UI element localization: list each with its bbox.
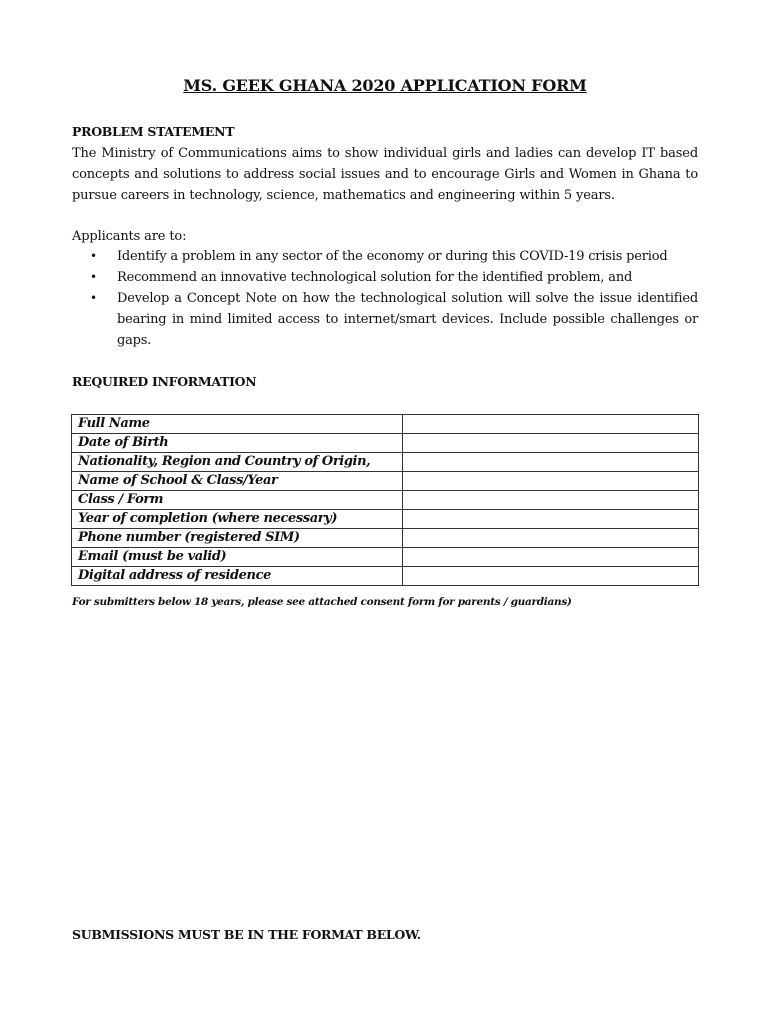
field-value-phone[interactable] [403,529,699,548]
table-row [72,567,699,586]
problem-statement-body: The Ministry of Communications aims to show individual girls and ladies can develop IT based concepts and solutions to address social issues and to encourage Girls and Women in Ghana to pursue careers in technology, science, mathematics and engineering within 5 years. [72,146,698,203]
field-value-school[interactable] [403,472,699,491]
table-row [72,510,699,529]
field-label-school: Name of School & Class/Year [72,472,403,491]
list-item-text: Recommend an innovative technological solution for the identified problem, and [117,270,633,285]
field-label-digital-address: Digital address of residence [72,567,403,586]
field-value-date-of-birth[interactable] [403,434,699,453]
required-info-heading: REQUIRED INFORMATION [72,374,257,389]
bullet-icon: • [90,291,97,305]
list-item [72,246,698,267]
field-value-full-name[interactable] [403,415,699,434]
applicants-list [72,246,698,351]
page-title: MS. GEEK GHANA 2020 APPLICATION FORM [183,76,587,95]
field-label-nationality: Nationality, Region and Country of Origin, [72,453,403,472]
list-item [72,267,698,288]
field-value-class-form[interactable] [403,491,699,510]
required-info-table [71,414,699,586]
field-value-nationality[interactable] [403,453,699,472]
table-row [72,529,699,548]
submissions-heading: SUBMISSIONS MUST BE IN THE FORMAT BELOW. [72,927,421,942]
table-row [72,453,699,472]
field-value-year-of-completion[interactable] [403,510,699,529]
field-label-year-of-completion: Year of completion (where necessary) [72,510,403,529]
table-row [72,491,699,510]
problem-statement-heading: PROBLEM STATEMENT [72,124,235,139]
field-label-email: Email (must be valid) [72,548,403,567]
applicants-intro: Applicants are to: [72,229,187,244]
field-label-phone: Phone number (registered SIM) [72,529,403,548]
field-label-class-form: Class / Form [72,491,403,510]
field-label-full-name: Full Name [72,415,403,434]
field-value-digital-address[interactable] [403,567,699,586]
field-label-date-of-birth: Date of Birth [72,434,403,453]
consent-note: For submitters below 18 years, please see attached consent form for parents / guardians) [72,596,572,608]
table-row [72,434,699,453]
table-row [72,548,699,567]
list-item [72,288,698,351]
field-value-email[interactable] [403,548,699,567]
list-item-text: Develop a Concept Note on how the technological solution will solve the issue identified bearing in mind limited access to internet/smart devices. Include possible challenges or gaps. [117,291,698,348]
table-row [72,472,699,491]
bullet-icon: • [90,249,97,263]
bullet-icon: • [90,270,97,284]
table-row [72,415,699,434]
list-item-text: Identify a problem in any sector of the economy or during this COVID-19 crisis period [117,249,668,264]
